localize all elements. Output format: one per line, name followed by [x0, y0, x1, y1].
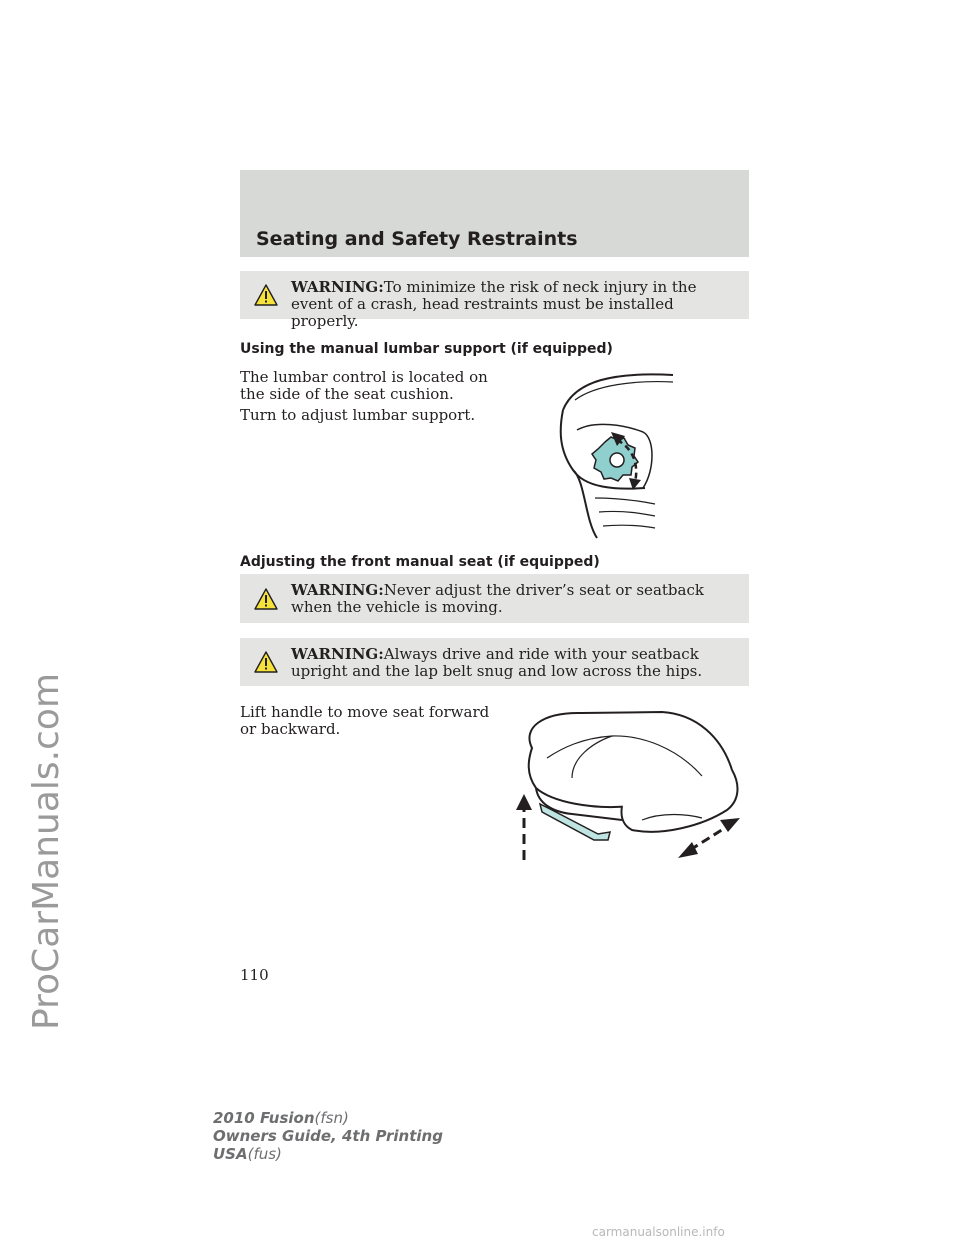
lumbar-paragraph-2: Turn to adjust lumbar support. [240, 406, 476, 424]
bottom-watermark: carmanualsonline.info [592, 1225, 725, 1239]
warning-triangle-icon [254, 284, 278, 306]
side-watermark-text: ProCarManuals.com [26, 672, 67, 1030]
lift-arrow-icon [516, 794, 532, 860]
page-number: 110 [240, 966, 269, 984]
footer-region: USA [213, 1145, 248, 1163]
warning-text [291, 279, 741, 330]
warning-box-head-restraint [240, 271, 749, 330]
document-footer [213, 1109, 443, 1163]
footer-model-code: (fsn) [314, 1109, 349, 1127]
section-title: Seating and Safety Restraints [256, 228, 578, 250]
footer-region-code: (fus) [247, 1145, 282, 1163]
warning-text [291, 582, 741, 616]
seat-adjust-illustration [512, 708, 747, 868]
lumbar-heading: Using the manual lumbar support (if equipped) [240, 341, 613, 357]
warning-triangle-icon [254, 651, 278, 673]
warning-label: WARNING: [291, 645, 384, 663]
warning-box-seatback-upright [240, 638, 749, 686]
warning-label: WARNING: [291, 581, 384, 599]
lumbar-paragraph-1: The lumbar control is located on the side of the seat cushion. [240, 368, 488, 403]
footer-model: 2010 Fusion [213, 1109, 315, 1127]
seat-handle-bar [540, 804, 610, 840]
side-watermark [8, 0, 68, 1242]
front-seat-paragraph: Lift handle to move seat forward or backward. [240, 703, 490, 738]
lumbar-control-illustration [555, 370, 675, 540]
warning-label: WARNING: [291, 278, 384, 296]
warning-text [291, 646, 741, 680]
warning-box-moving-vehicle [240, 574, 749, 623]
warning-triangle-icon [254, 588, 278, 610]
warning-body: Never adjust the driver’s seat or seatback when the vehicle is moving. [291, 581, 704, 616]
warning-body: Always drive and ride with your seatback upright and the lap belt snug and low across the hips. [291, 645, 703, 680]
front-seat-heading: Adjusting the front manual seat (if equipped) [240, 554, 600, 570]
warning-body: To minimize the risk of neck injury in the event of a crash, head restraints must be installed properly. [291, 278, 697, 330]
lumbar-knob-icon [592, 437, 638, 481]
footer-guide: Owners Guide, 4th Printing [213, 1127, 443, 1145]
